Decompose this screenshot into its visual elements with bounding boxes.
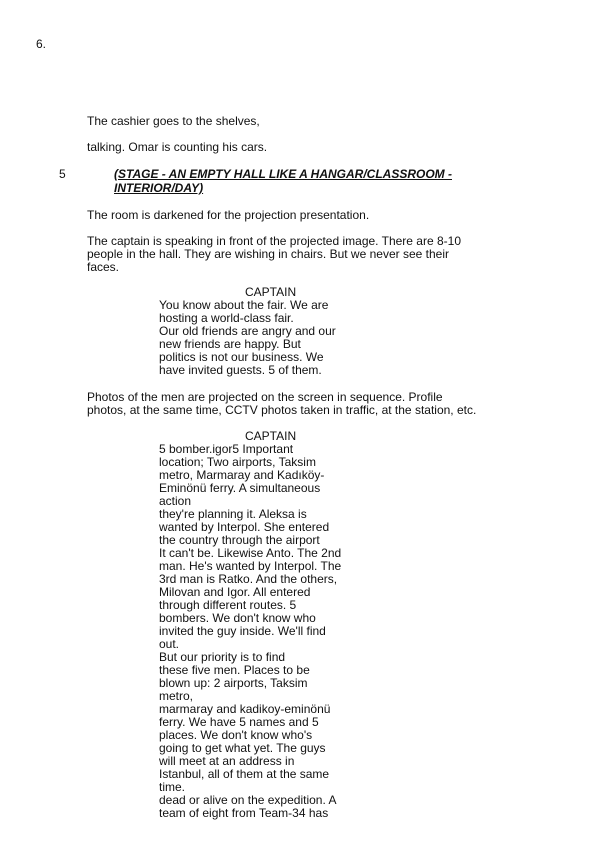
dialogue-line: bombers. We don't know who xyxy=(159,611,316,625)
dialogue-line: Istanbul, all of them at the same xyxy=(159,767,330,781)
dialogue-line: location; Two airports, Taksim xyxy=(159,455,316,469)
action-line: The cashier goes to the shelves, xyxy=(87,114,260,128)
scene-number: 5 xyxy=(59,167,66,181)
dialogue-line: metro, Marmaray and Kadıköy- xyxy=(159,468,325,482)
scene-heading-line: INTERIOR/DAY) xyxy=(114,181,204,195)
action-line: people in the hall. They are wishing in chairs. But we never see their xyxy=(87,247,449,261)
dialogue-line: hosting a world-class fair. xyxy=(159,311,294,325)
dialogue-line: ferry. We have 5 names and 5 xyxy=(159,715,319,729)
dialogue-block xyxy=(159,443,341,820)
dialogue-line: invited the guy inside. We'll find xyxy=(159,624,326,638)
dialogue-line: You know about the fair. We are xyxy=(159,298,329,312)
dialogue-line: time. xyxy=(159,780,186,794)
dialogue-line: 3rd man is Ratko. And the others, xyxy=(159,572,338,586)
dialogue-line: man. He's wanted by Interpol. The xyxy=(159,559,342,573)
action-paragraph xyxy=(87,391,476,417)
dialogue-line: But our priority is to find xyxy=(159,650,286,664)
action-line: The captain is speaking in front of the projected image. There are 8-10 xyxy=(87,234,461,248)
dialogue-line: these five men. Places to be xyxy=(159,663,310,677)
action-line: faces. xyxy=(87,260,120,274)
dialogue-line: Milovan and Igor. All entered xyxy=(159,585,311,599)
dialogue-line: they're planning it. Aleksa is xyxy=(159,507,307,521)
dialogue-line: Our old friends are angry and our xyxy=(159,324,336,338)
dialogue-block xyxy=(159,299,336,377)
action-line: talking. Omar is counting his cars. xyxy=(87,140,268,154)
scene-heading xyxy=(114,167,504,195)
action-line: photos, at the same time, CCTV photos taken in traffic, at the station, etc. xyxy=(87,403,477,417)
page-number: 6. xyxy=(36,37,47,51)
dialogue-line: team of eight from Team-34 has xyxy=(159,806,329,820)
action-line: Photos of the men are projected on the screen in sequence. Profile xyxy=(87,390,443,404)
dialogue-line: will meet at an address in xyxy=(159,754,295,768)
dialogue-line: wanted by Interpol. She entered xyxy=(159,520,330,534)
dialogue-line: action xyxy=(159,494,192,508)
scene-heading-line: (STAGE - AN EMPTY HALL LIKE A HANGAR/CLASSROOM - xyxy=(114,167,452,181)
dialogue-line: politics is not our business. We xyxy=(159,350,324,364)
dialogue-line: out. xyxy=(159,637,180,651)
dialogue-line: metro, xyxy=(159,689,194,703)
dialogue-line: new friends are happy. But xyxy=(159,337,301,351)
dialogue-line: marmaray and kadikoy-eminönü xyxy=(159,702,331,716)
dialogue-line: places. We don't know who's xyxy=(159,728,313,742)
character-name: CAPTAIN xyxy=(245,429,297,443)
dialogue-line: Eminönü ferry. A simultaneous xyxy=(159,481,321,495)
dialogue-line: through different routes. 5 xyxy=(159,598,297,612)
action-paragraph xyxy=(87,235,461,274)
dialogue-line: 5 bomber.igor5 Important xyxy=(159,442,294,456)
dialogue-line: have invited guests. 5 of them. xyxy=(159,363,322,377)
dialogue-line: the country through the airport xyxy=(159,533,320,547)
dialogue-line: dead or alive on the expedition. A xyxy=(159,793,337,807)
dialogue-line: going to get what yet. The guys xyxy=(159,741,326,755)
dialogue-line: It can't be. Likewise Anto. The 2nd xyxy=(159,546,342,560)
action-line: The room is darkened for the projection presentation. xyxy=(87,208,370,222)
character-name: CAPTAIN xyxy=(245,285,297,299)
dialogue-line: blown up: 2 airports, Taksim xyxy=(159,676,308,690)
